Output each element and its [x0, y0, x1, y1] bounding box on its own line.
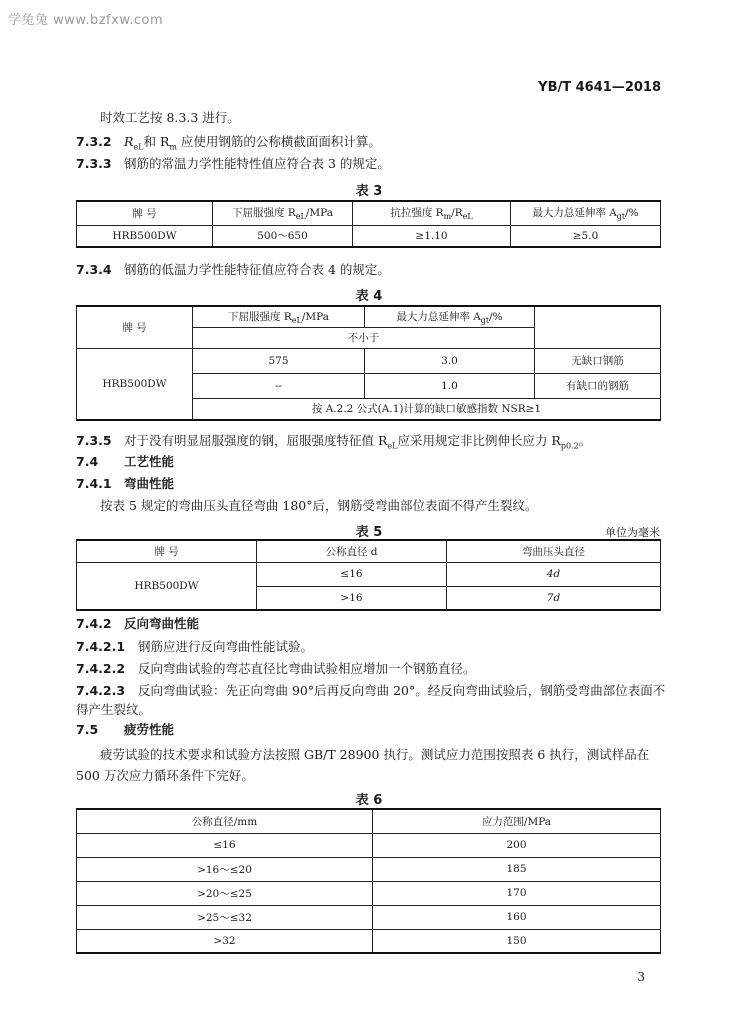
cell: 575 — [193, 348, 365, 373]
cell: >16 — [257, 586, 447, 610]
header-cell: 抗拉强度 $R_m/R_{eL}$ — [353, 201, 511, 225]
page-number: 3 — [637, 970, 645, 984]
symbol: R — [124, 134, 134, 149]
cell: 有缺口的钢筋 — [535, 373, 661, 398]
clause-7-3-2 — [76, 132, 381, 152]
section-7-4-1 — [76, 474, 174, 492]
table-row — [77, 348, 661, 373]
clause-number: 7.4.2.3 — [76, 683, 126, 698]
section-number: 7.4 — [76, 454, 99, 469]
section-title: 工艺性能 — [124, 454, 175, 469]
cell: >16～≤20 — [77, 857, 373, 881]
section-7-4-2 — [76, 614, 199, 632]
table-row — [77, 929, 661, 953]
paragraph-7-4-1: 按表 5 规定的弯曲压头直径弯曲 180°后，钢筋受弯曲部位表面不得产生裂纹。 — [100, 498, 538, 513]
section-title: 反向弯曲性能 — [124, 616, 200, 631]
header-cell: 公称直径 d — [257, 540, 447, 562]
cell: >32 — [77, 929, 373, 953]
header-cell: 公称直径/mm — [77, 809, 373, 833]
clause-text: 反向弯曲试验的弯芯直径比弯曲试验相应增加一个钢筋直径。 — [138, 661, 476, 676]
cell: 200 — [373, 833, 661, 857]
table-row — [77, 881, 661, 905]
cell: 160 — [373, 905, 661, 929]
cell: HRB500DW — [77, 225, 213, 247]
table-row — [77, 562, 661, 586]
table4-header-row — [77, 306, 661, 327]
table3 — [76, 200, 661, 248]
section-number: 7.4.1 — [76, 476, 112, 491]
cell: 3.0 — [365, 348, 535, 373]
text: 和 R — [143, 134, 170, 149]
cell: ≤16 — [77, 833, 373, 857]
paragraph-7-5-line-1: 疲劳试验的技术要求和试验方法按照 GB/T 28900 执行。测试应力范围按照表 6 执行，测试样品在 — [100, 747, 650, 762]
cell: 500～650 — [213, 225, 353, 247]
section-7-5 — [76, 720, 174, 738]
header-cell — [535, 306, 661, 348]
table4-caption: 表 4 — [355, 289, 383, 304]
clause-7-4-2-3 — [76, 681, 665, 699]
table-row — [77, 225, 661, 247]
cell: 185 — [373, 857, 661, 881]
clause-7-4-2-1 — [76, 637, 313, 655]
section-7-4 — [76, 452, 174, 470]
table5-header-row — [77, 540, 661, 562]
section-title: 疲劳性能 — [124, 722, 175, 737]
clause-number: 7.3.2 — [76, 134, 112, 149]
clause-number: 7.4.2.2 — [76, 661, 126, 676]
clause-7-4-2-2 — [76, 659, 476, 677]
table3-header-row — [77, 201, 661, 225]
subscript: eL — [387, 441, 398, 451]
table6-header-row — [77, 809, 661, 833]
watermark: 学兔兔 www.bzfxw.com — [8, 13, 164, 28]
cell: >25～≤32 — [77, 905, 373, 929]
clause-text: 反向弯曲试验：先正向弯曲 90°后再反向弯曲 20°。经反向弯曲试验后，钢筋受弯曲部位表面不 — [138, 683, 666, 698]
table-row — [77, 857, 661, 881]
clause-7-3-3 — [76, 154, 390, 172]
note-cell: 按 A.2.2 公式(A.1)计算的缺口敏感指数 NSR≥1 — [193, 398, 661, 420]
header-cell: 不小于 — [193, 327, 535, 348]
cell: ≤16 — [257, 562, 447, 586]
clause-text: 钢筋应进行反向弯曲性能试验。 — [138, 639, 314, 654]
table3-caption: 表 3 — [355, 184, 383, 199]
header-cell: 最大力总延伸率 $A_{gt}/\%$ — [365, 306, 535, 327]
header-cell: 牌 号 — [77, 201, 213, 225]
header-cell: 应力范围/MPa — [373, 809, 661, 833]
cell: 150 — [373, 929, 661, 953]
header-cell: 牌 号 — [77, 306, 193, 348]
cell: -- — [193, 373, 365, 398]
clause-number: 7.3.3 — [76, 156, 112, 171]
clause-text: 钢筋的常温力学性能特性值应符合表 3 的规定。 — [124, 156, 390, 171]
header-cell: 牌 号 — [77, 540, 257, 562]
cell: 7d — [447, 586, 661, 610]
header-cell: 下屈服强度 $R_{eL}$/MPa — [193, 306, 365, 327]
clause-text: 钢筋的低温力学性能特征值应符合表 4 的规定。 — [124, 262, 390, 277]
cell: 4d — [447, 562, 661, 586]
paragraph-7-5-line-2: 500 万次应力循环条件下完好。 — [76, 768, 254, 783]
clause-number: 7.3.4 — [76, 262, 112, 277]
cell: >20～≤25 — [77, 881, 373, 905]
table-row — [77, 833, 661, 857]
text: 应采用规定非比例伸长应力 R — [397, 433, 561, 448]
subscript: p0.2 — [560, 441, 579, 451]
header-cell: 弯曲压头直径 — [447, 540, 661, 562]
standard-number: YB/T 4641—2018 — [538, 80, 661, 95]
text: 应使用钢筋的公称横截面面积计算。 — [176, 134, 381, 149]
subscript: eL — [133, 142, 144, 152]
clause-number: 7.4.2.1 — [76, 639, 126, 654]
clause-7-3-5 — [76, 431, 591, 451]
cell: 无缺口钢筋 — [535, 348, 661, 373]
text: 对于没有明显屈服强度的钢，屈服强度特征值 R — [124, 433, 388, 448]
table6-caption: 表 6 — [355, 793, 383, 808]
cell: HRB500DW — [77, 562, 257, 610]
table5-unit: 单位为毫米 — [605, 526, 660, 539]
table5 — [76, 539, 661, 611]
table5-caption: 表 5 — [355, 525, 383, 540]
table4 — [76, 305, 661, 421]
section-number: 7.5 — [76, 722, 99, 737]
header-cell: 下屈服强度 $R_{eL}$/MPa — [213, 201, 353, 225]
cell: HRB500DW — [77, 348, 193, 420]
cell: ≥1.10 — [353, 225, 511, 247]
cell: 170 — [373, 881, 661, 905]
table-row — [77, 905, 661, 929]
clause-7-4-2-3-cont: 得产生裂纹。 — [76, 702, 152, 717]
clause-number: 7.3.5 — [76, 433, 112, 448]
table6 — [76, 808, 661, 954]
cell: 1.0 — [365, 373, 535, 398]
cell: ≥5.0 — [511, 225, 661, 247]
header-cell: 最大力总延伸率 $A_{gt}/\%$ — [511, 201, 661, 225]
intro-line: 时效工艺按 8.3.3 进行。 — [100, 110, 240, 125]
subscript: m — [169, 142, 177, 152]
section-title: 弯曲性能 — [124, 476, 175, 491]
section-number: 7.4.2 — [76, 616, 112, 631]
clause-7-3-4 — [76, 260, 390, 278]
text: 。 — [578, 433, 592, 448]
